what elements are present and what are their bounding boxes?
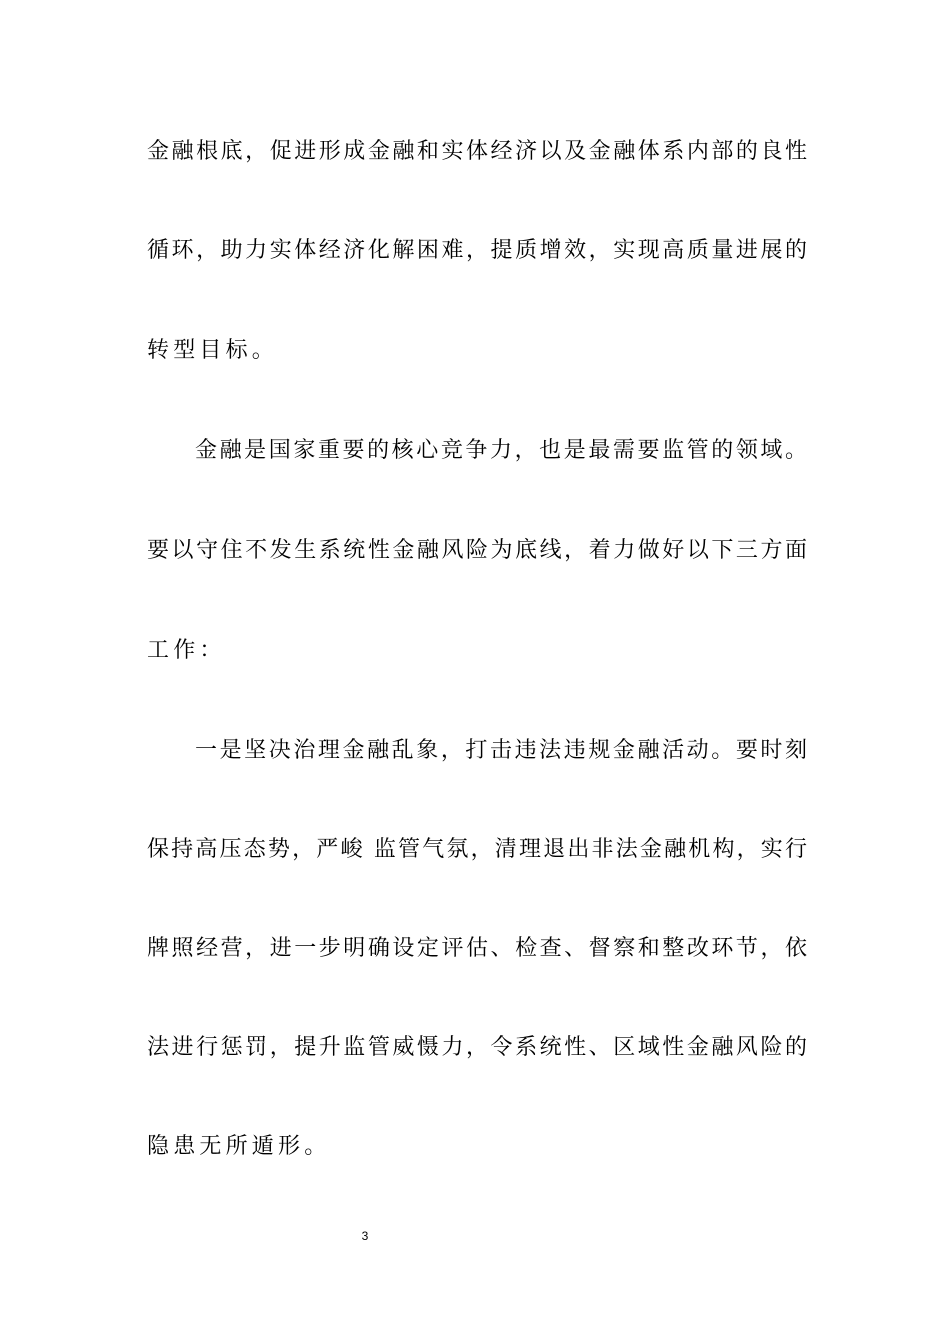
text-line-8: 保持高压态势，严峻 监管气氛，清理退出非法金融机构，实行	[147, 837, 807, 862]
text-line-3: 转型目标。	[147, 338, 279, 363]
text-line-4: 金融是国家重要的核心竞争力，也是最需要监管的领域。	[195, 438, 807, 463]
text-line-1: 金融根底，促进形成金融和实体经济以及金融体系内部的良性	[147, 139, 807, 164]
text-line-10: 法进行惩罚，提升监管威慑力，令系统性、区域性金融风险的	[147, 1035, 807, 1060]
text-line-9: 牌照经营，进一步明确设定评估、检查、督察和整改环节，依	[147, 936, 807, 961]
text-line-6: 工作：	[147, 638, 226, 663]
text-line-2: 循环，助力实体经济化解困难，提质增效，实现高质量进展的	[147, 238, 807, 263]
text-line-7: 一是坚决治理金融乱象，打击违法违规金融活动。要时刻	[195, 738, 807, 763]
text-line-5: 要以守住不发生系统性金融风险为底线，着力做好以下三方面	[147, 538, 807, 563]
text-line-11: 隐患无所遁形。	[147, 1134, 331, 1159]
page-number: 3	[361, 1229, 369, 1243]
